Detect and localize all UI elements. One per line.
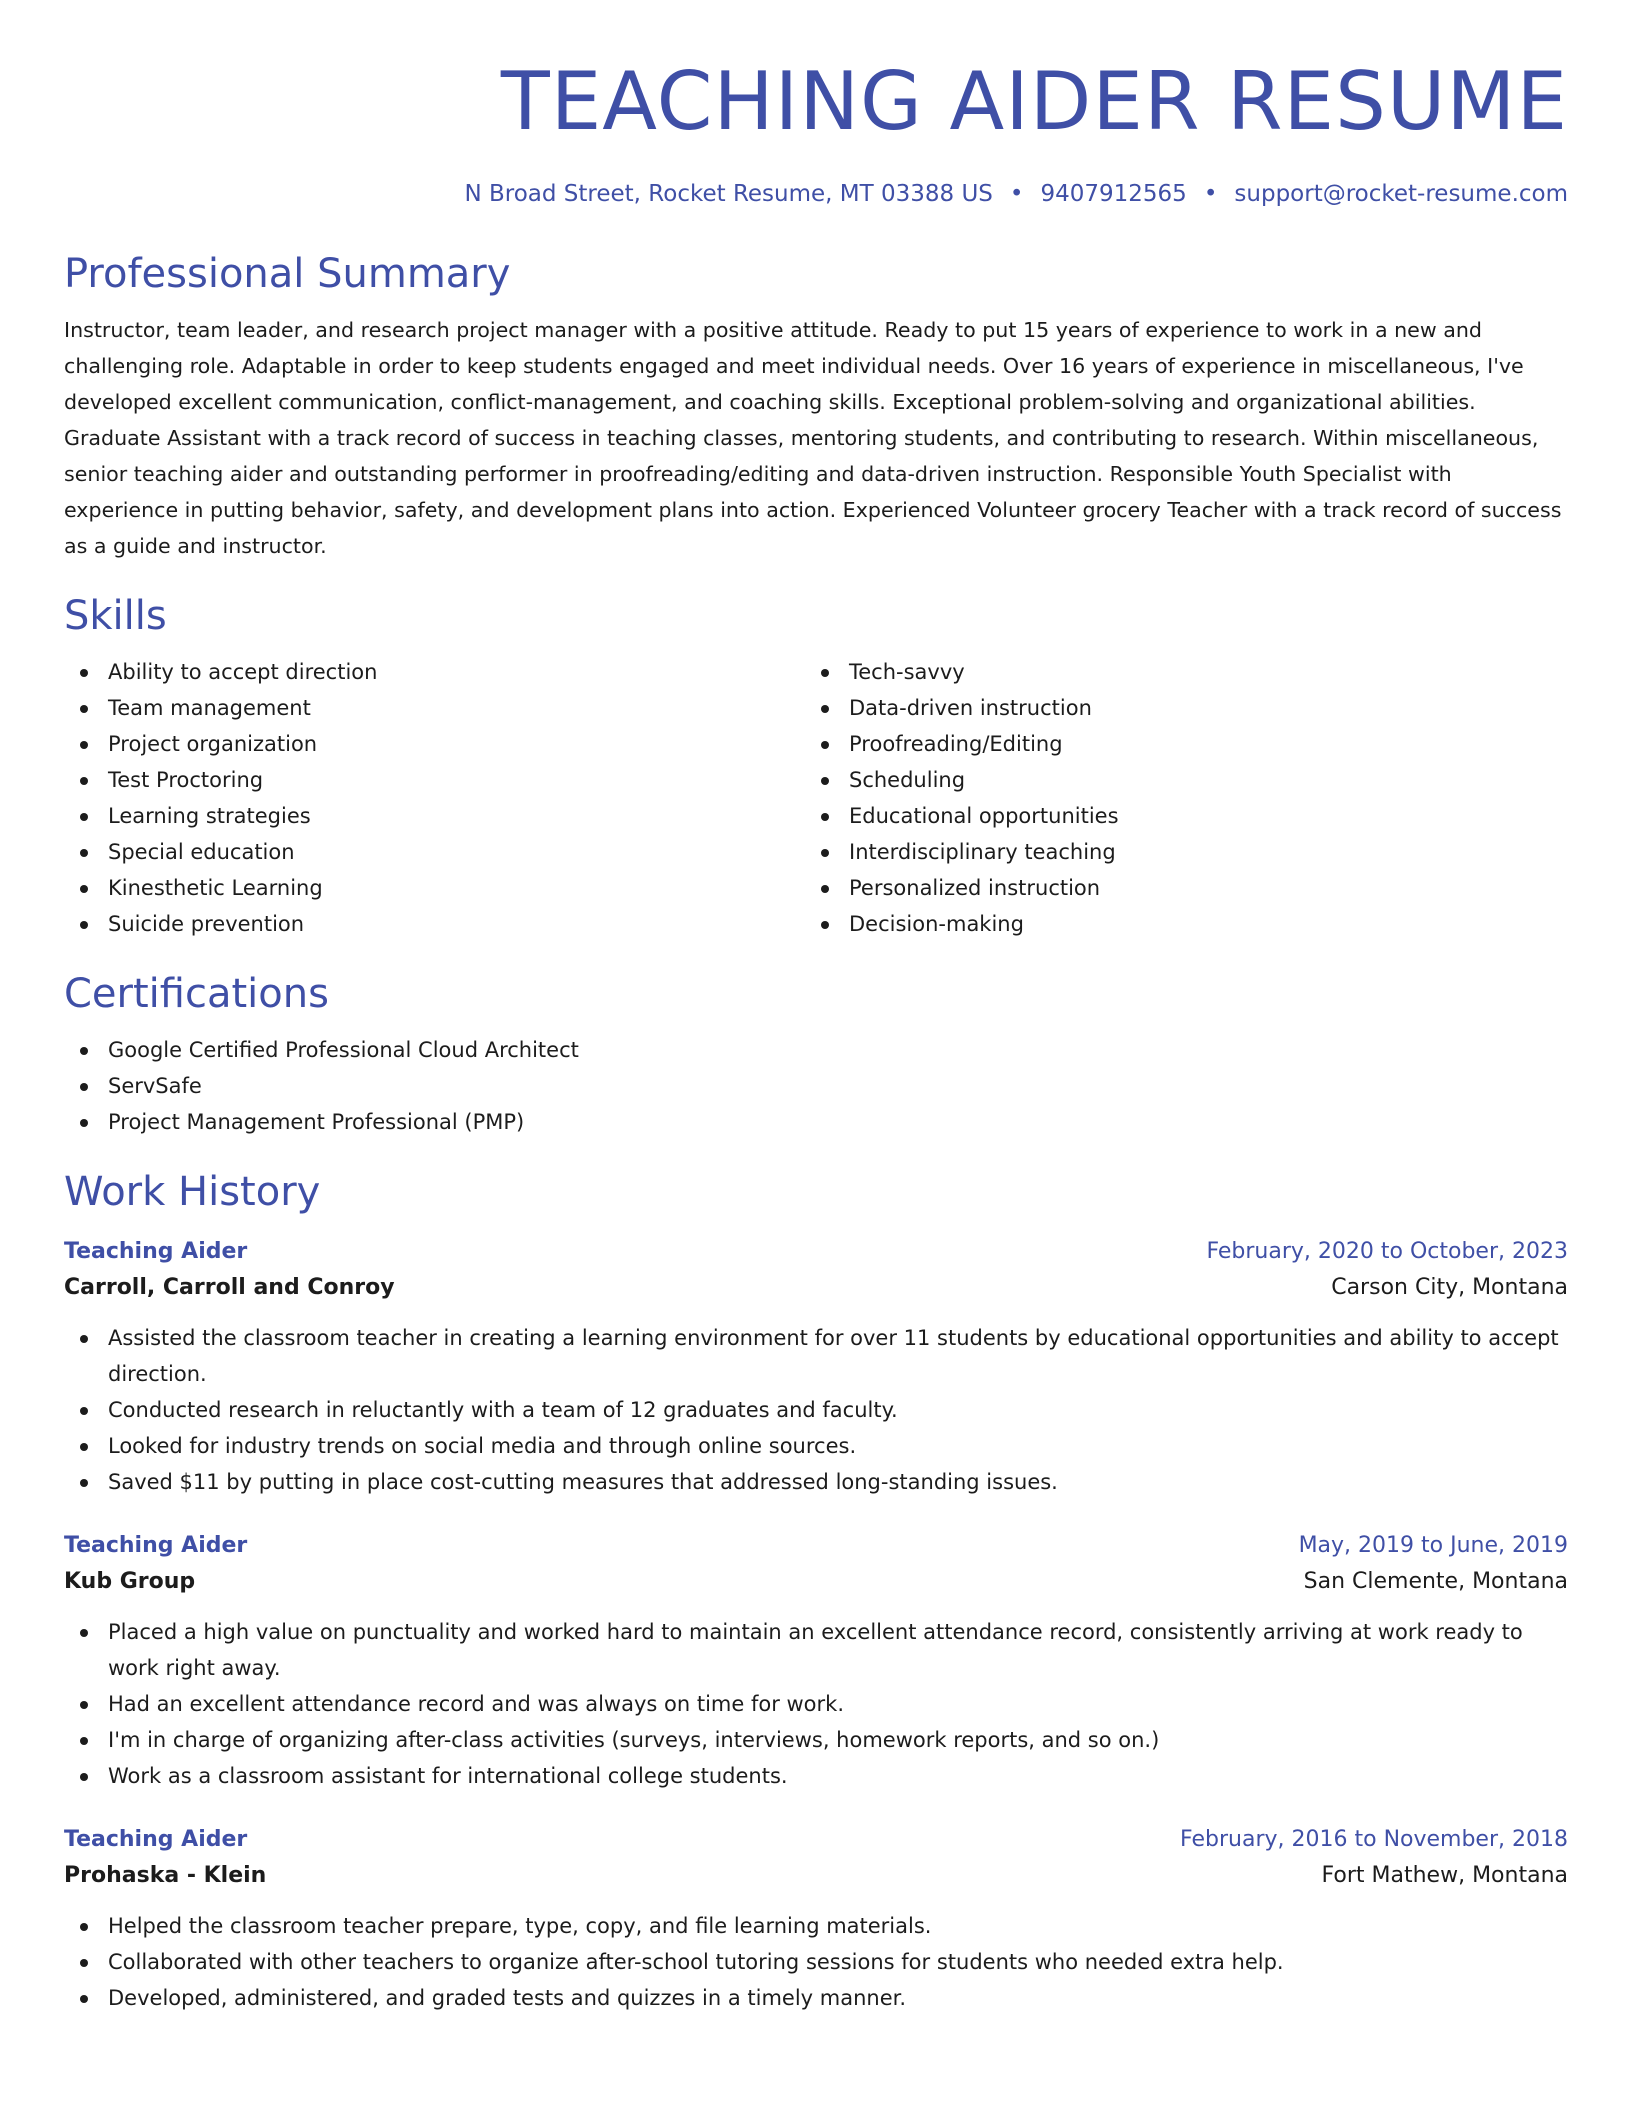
resume-header — [64, 54, 1568, 210]
skill-item: Learning strategies — [64, 798, 805, 834]
job-bullet: Collaborated with other teachers to organize after-school tutoring sessions for students who needed extra help. — [64, 1944, 1568, 1980]
job-dates: February, 2016 to November, 2018 — [1180, 1827, 1568, 1852]
certification-item: ServSafe — [64, 1068, 1568, 1104]
contact-address: N Broad Street, Rocket Resume, MT 03388 US — [464, 181, 993, 207]
job-entry — [64, 1234, 1568, 1500]
job-bullets — [64, 1908, 1568, 2016]
job-location: San Clemente, Montana — [1303, 1569, 1568, 1594]
skill-item: Test Proctoring — [64, 762, 805, 798]
job-bullets — [64, 1320, 1568, 1500]
certification-item: Google Certified Professional Cloud Architect — [64, 1032, 1568, 1068]
certifications-list — [64, 1032, 1568, 1140]
job-bullet: Had an excellent attendance record and was always on time for work. — [64, 1686, 1568, 1722]
skill-item: Decision-making — [805, 906, 1568, 942]
skills-heading: Skills — [64, 593, 167, 639]
job-title: Teaching Aider — [64, 1827, 248, 1852]
contact-separator: • — [1203, 181, 1218, 207]
job-bullet: Helped the classroom teacher prepare, type, copy, and file learning materials. — [64, 1908, 1568, 1944]
job-title: Teaching Aider — [64, 1533, 248, 1558]
job-location: Fort Mathew, Montana — [1321, 1863, 1568, 1888]
skills-section — [64, 592, 1568, 942]
job-bullet: I'm in charge of organizing after-class activities (surveys, interviews, homework reports, and so on.) — [64, 1722, 1568, 1758]
job-bullet: Placed a high value on punctuality and worked hard to maintain an excellent attendance record, consistently arriving at work ready to work right away. — [64, 1614, 1568, 1686]
skill-item: Educational opportunities — [805, 798, 1568, 834]
job-dates: May, 2019 to June, 2019 — [1298, 1533, 1568, 1558]
skill-item: Special education — [64, 834, 805, 870]
resume-title: TEACHING AIDER RESUME — [500, 55, 1568, 148]
skills-grid — [64, 654, 1568, 942]
job-title-row — [64, 1528, 1568, 1564]
skill-item: Team management — [64, 690, 805, 726]
job-entry — [64, 1528, 1568, 1794]
skill-item: Tech-savvy — [805, 654, 1568, 690]
skill-item: Suicide prevention — [64, 906, 805, 942]
job-company-row — [64, 1858, 1568, 1894]
contact-email: support@rocket-resume.com — [1234, 181, 1568, 207]
skill-item: Scheduling — [805, 762, 1568, 798]
skill-item: Interdisciplinary teaching — [805, 834, 1568, 870]
summary-heading: Professional Summary — [64, 251, 511, 297]
work-history-heading: Work History — [64, 1169, 321, 1215]
job-company: Carroll, Carroll and Conroy — [64, 1275, 395, 1300]
job-entry — [64, 1822, 1568, 2016]
contact-separator: • — [1009, 181, 1024, 207]
certification-item: Project Management Professional (PMP) — [64, 1104, 1568, 1140]
job-bullet: Assisted the classroom teacher in creating a learning environment for over 11 students by educational opportunities and ability to accept direction. — [64, 1320, 1568, 1392]
skill-item: Data-driven instruction — [805, 690, 1568, 726]
job-company-row — [64, 1564, 1568, 1600]
job-title-row — [64, 1822, 1568, 1858]
job-bullet: Conducted research in reluctantly with a team of 12 graduates and faculty. — [64, 1392, 1568, 1428]
job-bullet: Saved $11 by putting in place cost-cutting measures that addressed long-standing issues. — [64, 1464, 1568, 1500]
job-company: Kub Group — [64, 1569, 196, 1594]
certifications-heading: Certifications — [64, 971, 329, 1017]
job-bullet: Looked for industry trends on social media and through online sources. — [64, 1428, 1568, 1464]
certifications-section — [64, 970, 1568, 1140]
job-company: Prohaska - Klein — [64, 1863, 267, 1888]
contact-phone: 9407912565 — [1040, 181, 1187, 207]
job-location: Carson City, Montana — [1331, 1275, 1568, 1300]
skill-item: Personalized instruction — [805, 870, 1568, 906]
skill-item: Kinesthetic Learning — [64, 870, 805, 906]
contact-line — [64, 178, 1568, 210]
job-title: Teaching Aider — [64, 1239, 248, 1264]
job-bullet: Work as a classroom assistant for international college students. — [64, 1758, 1568, 1794]
job-company-row — [64, 1270, 1568, 1306]
summary-text: Instructor, team leader, and research project manager with a positive attitude. Ready to put 15 years of experience to work in a new and challenging role. Adaptable in order to keep students engaged and meet individual needs. Over 16 years of experience in miscellaneous, I've developed excellent communication, conflict-management, and coaching skills. Exceptional problem-solving and organizational abilities. Graduate Assistant with a track record of success in teaching classes, mentoring students, and contributing to research. Within miscellaneous, senior teaching aider and outstanding performer in proofreading/editing and data-driven instruction. Responsible Youth Specialist with experience in putting behavior, safety, and development plans into action. Experienced Volunteer grocery Teacher with a track record of success as a guide and instructor. — [64, 318, 1562, 558]
work-history-section — [64, 1168, 1568, 2016]
job-dates: February, 2020 to October, 2023 — [1206, 1239, 1568, 1264]
skill-item: Project organization — [64, 726, 805, 762]
skills-list-right — [805, 654, 1568, 942]
skill-item: Ability to accept direction — [64, 654, 805, 690]
skills-list-left — [64, 654, 805, 942]
job-bullet: Developed, administered, and graded tests and quizzes in a timely manner. — [64, 1980, 1568, 2016]
job-title-row — [64, 1234, 1568, 1270]
skill-item: Proofreading/Editing — [805, 726, 1568, 762]
job-bullets — [64, 1614, 1568, 1794]
